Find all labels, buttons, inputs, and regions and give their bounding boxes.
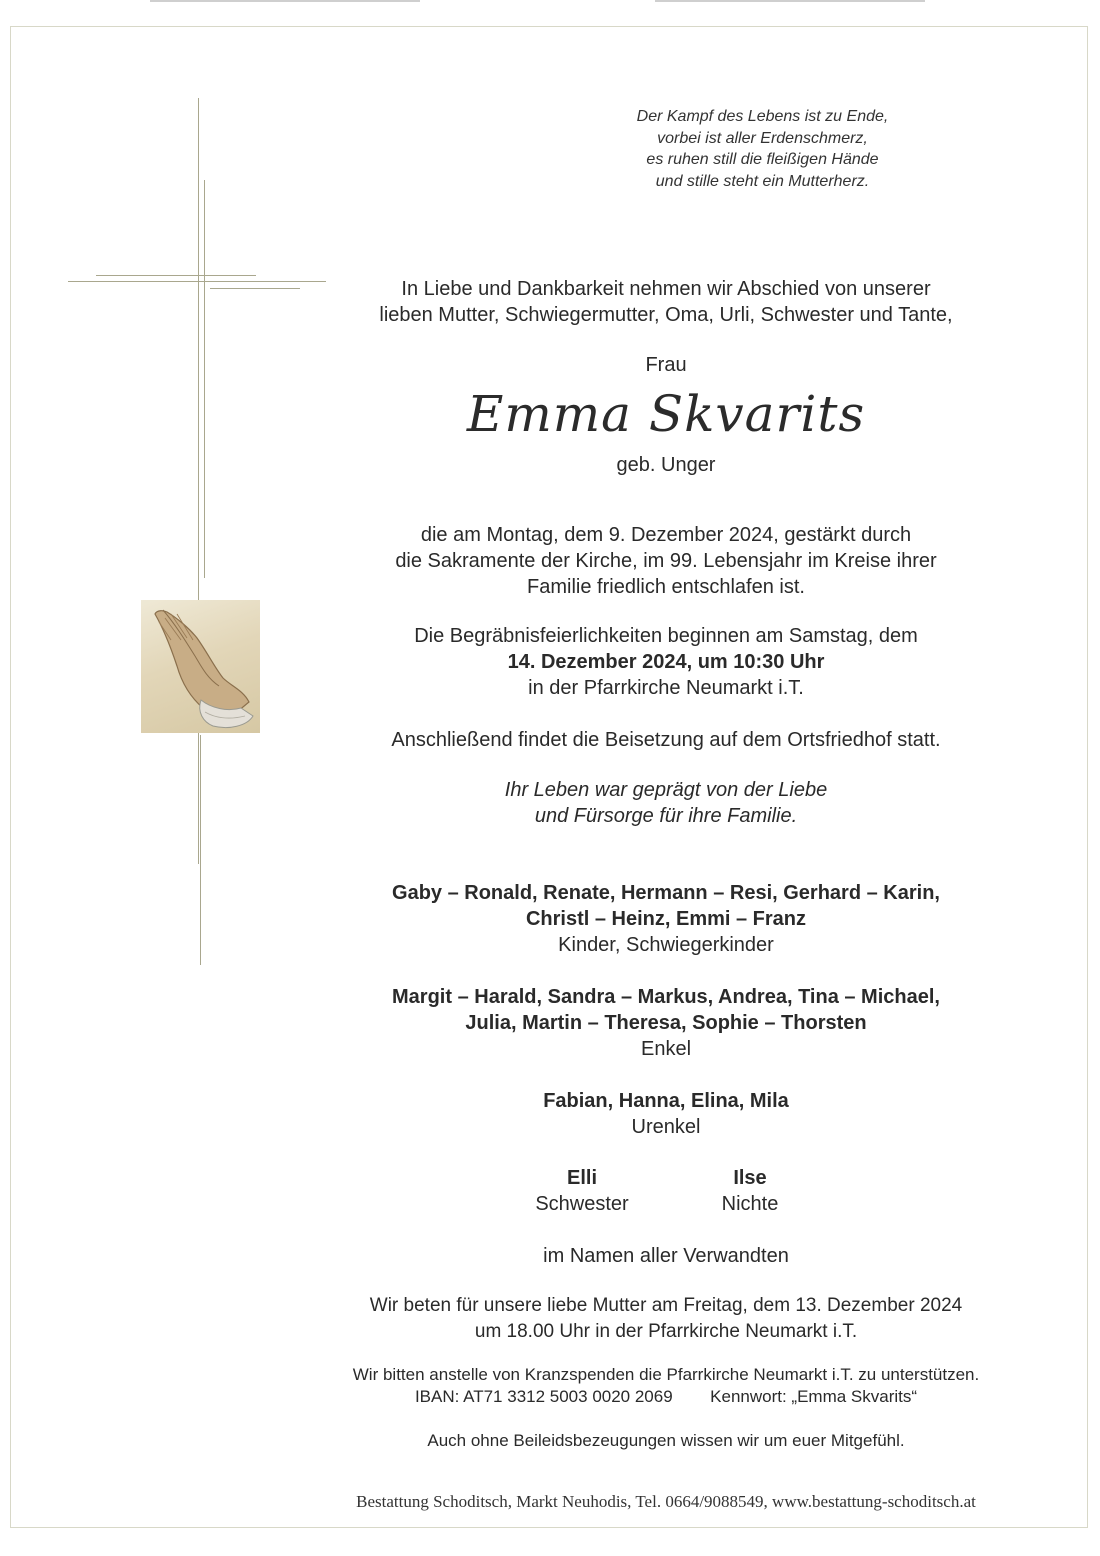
funeral-home-footer: Bestattung Schoditsch, Markt Neuhodis, Tel. 0664/9088549, www.bestattung-schoditsch.at <box>356 1492 976 1511</box>
motto-line: und stille steht ein Mutterherz. <box>655 172 870 190</box>
niece-name: Ilse <box>733 1167 767 1189</box>
cross-vertical-inner <box>204 180 205 578</box>
funeral-line: Die Begräbnisfeierlichkeiten beginnen am Samstag, dem <box>414 625 918 647</box>
prayer-info <box>330 1293 1002 1345</box>
prayer-line: Wir beten für unsere liebe Mutter am Freitag, dem 13. Dezember 2024 <box>369 1295 963 1316</box>
funeral-location: in der Pfarrkirche Neumarkt i.T. <box>528 677 804 699</box>
sister-block <box>507 1165 657 1217</box>
tribute-text <box>330 777 1002 829</box>
cross-horizontal <box>96 275 256 276</box>
children-group <box>330 880 1002 958</box>
prayer-line: um 18.00 Uhr in der Pfarrkirche Neumarkt i.T. <box>474 1321 858 1342</box>
burial-text: Anschließend findet die Beisetzung auf dem Ortsfriedhof statt. <box>391 729 941 751</box>
iban: IBAN: AT71 3312 5003 0020 2069 <box>414 1387 673 1406</box>
grandchildren-names: Margit – Harald, Sandra – Markus, Andrea, Tina – Michael, <box>392 986 940 1008</box>
funeral-info <box>330 623 1002 701</box>
intro-text <box>330 276 1002 328</box>
children-role: Kinder, Schwiegerkinder <box>558 934 774 956</box>
cross-vertical-lower <box>200 735 201 965</box>
death-notice-line: Familie friedlich entschlafen ist. <box>527 576 805 598</box>
donation-bank <box>330 1386 1002 1408</box>
praying-hands-icon <box>141 600 260 733</box>
salutation: Frau <box>645 354 687 376</box>
deceased-name: Emma Skvarits <box>466 385 866 443</box>
scan-edge <box>655 0 925 2</box>
children-names: Christl – Heinz, Emmi – Franz <box>525 908 807 930</box>
niece-block <box>675 1165 825 1217</box>
intro-line: In Liebe und Dankbarkeit nehmen wir Abschied von unserer <box>401 278 931 300</box>
cross-horizontal-short <box>210 288 300 289</box>
grandchildren-group <box>330 984 1002 1062</box>
death-notice-line: die am Montag, dem 9. Dezember 2024, gestärkt durch <box>420 524 912 546</box>
tribute-line: Ihr Leben war geprägt von der Liebe <box>504 779 828 801</box>
sister-name: Elli <box>566 1167 597 1189</box>
scan-edge <box>150 0 420 2</box>
birth-name: geb. Unger <box>616 454 716 476</box>
funeral-date: 14. Dezember 2024, um 10:30 Uhr <box>507 651 825 673</box>
relatives-text: im Namen aller Verwandten <box>543 1245 789 1267</box>
motto-line: Der Kampf des Lebens ist zu Ende, <box>636 108 889 125</box>
great-grandchildren-role: Urenkel <box>631 1116 701 1138</box>
grandchildren-names: Julia, Martin – Theresa, Sophie – Thorsten <box>465 1012 867 1034</box>
intro-line: lieben Mutter, Schwiegermutter, Oma, Urli, Schwester und Tante, <box>379 304 953 326</box>
motto-verse <box>560 106 965 192</box>
niece-role: Nichte <box>721 1193 779 1215</box>
donation-keyword: Kennwort: „Emma Skvarits“ <box>710 1387 918 1406</box>
donation-line: Wir bitten anstelle von Kranzspenden die Pfarrkirche Neumarkt i.T. zu unterstützen. <box>352 1365 980 1384</box>
children-names: Gaby – Ronald, Renate, Hermann – Resi, Gerhard – Karin, <box>392 882 940 904</box>
donation-info <box>330 1364 1002 1408</box>
great-grandchildren-group <box>330 1088 1002 1140</box>
tribute-line: und Fürsorge für ihre Familie. <box>534 805 798 827</box>
praying-hands-image <box>141 600 260 733</box>
death-notice-line: die Sakramente der Kirche, im 99. Lebensjahr im Kreise ihrer <box>395 550 937 572</box>
sister-role: Schwester <box>535 1193 629 1215</box>
motto-line: es ruhen still die fleißigen Hände <box>646 151 879 168</box>
great-grandchildren-names: Fabian, Hanna, Elina, Mila <box>543 1090 789 1112</box>
grandchildren-role: Enkel <box>640 1038 692 1060</box>
cross-vertical <box>198 98 199 864</box>
motto-line: vorbei ist aller Erdenschmerz, <box>657 129 868 147</box>
condolence-text: Auch ohne Beileidsbezeugungen wissen wir um euer Mitgefühl. <box>427 1431 905 1450</box>
death-notice <box>330 522 1002 600</box>
cross-horizontal-long <box>68 281 326 282</box>
